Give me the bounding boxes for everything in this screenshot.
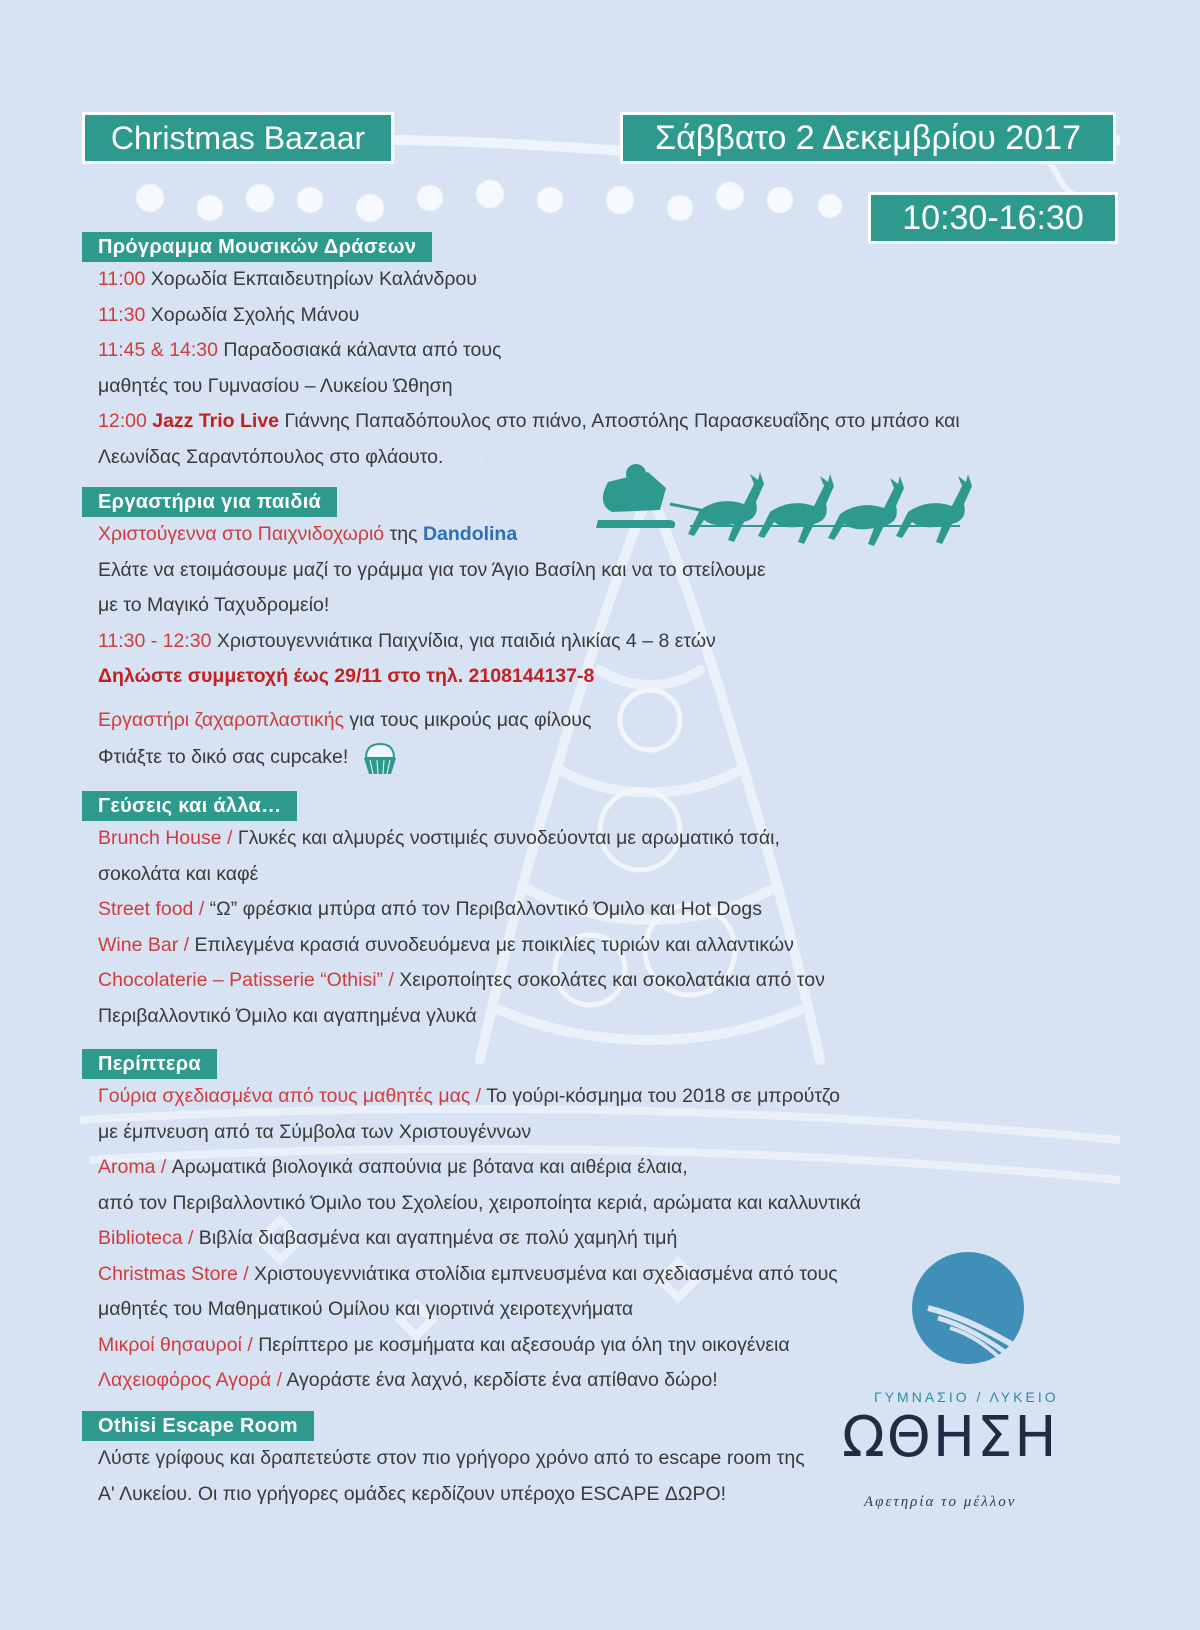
line-text: Επιλεγμένα κρασιά συνοδευόμενα με ποικιλίες τυριών και αλλαντικών [189, 933, 794, 956]
workshop-line [98, 553, 1082, 589]
line-text: Α' Λυκείου. Οι πιο γρήγορες ομάδες κερδίζουν υπέροχο ESCAPE ΔΩΡΟ! [98, 1482, 727, 1505]
line-text: της [384, 523, 423, 545]
ornament-icon [136, 184, 164, 212]
event-date: Σάββατο 2 Δεκεμβρίου 2017 [620, 112, 1116, 164]
line-text: με το Μαγικό Ταχυδρομείο! [98, 594, 330, 616]
workshop-line [98, 703, 1082, 739]
line-text: Βιβλία διαβασμένα και αγαπημένα σε πολύ χαμηλή τιμή [193, 1227, 678, 1249]
line-text: Γλυκές και αλμυρές νοστιμιές συνοδεύονται με αρωματικό τσάι, [232, 827, 780, 849]
taste-line [98, 892, 1082, 928]
highlight-text: Aroma / [98, 1156, 167, 1178]
tastes-section [82, 791, 1082, 1034]
event-time: 10:30-16:30 [868, 192, 1118, 244]
line-text: Περίπτερο με κοσμήματα και αξεσουάρ για όλη την οικογένεια [252, 1333, 790, 1356]
line-text: για τους μικρούς μας φίλους [344, 708, 592, 731]
logo-subtitle: ΓΥΜΝΑΣΙΟ / ΛΥΚΕΙΟ [874, 1389, 1059, 1405]
highlight-text: Biblioteca / [98, 1227, 194, 1249]
kiosk-line [98, 1079, 1082, 1115]
line-text: Αρωματικά βιολογικά σαπούνια με βότανα και αιθέρια έλαια, [166, 1156, 688, 1178]
line-text: Το γούρι-κόσμημα του 2018 σε μπρούτζο [481, 1085, 840, 1107]
highlight-text: Wine Bar / [98, 933, 190, 956]
taste-line [98, 963, 1082, 999]
music-line [98, 440, 1082, 476]
taste-line [98, 928, 1082, 964]
time-label: 11:45 & 14:30 [98, 339, 218, 361]
band-name: Jazz Trio Live [146, 410, 280, 432]
ornament-icon [417, 185, 443, 211]
workshop-line [98, 588, 1082, 624]
line-text: με έμπνευση από τα Σύμβολα των Χριστουγέννων [98, 1120, 532, 1143]
cupcake-icon [358, 738, 402, 778]
kiosks-heading: Περίπτερα [82, 1049, 217, 1079]
line-text: Χειροποίητες σοκολάτες και σοκολατάκια από τον [393, 969, 825, 991]
line-text: από τον Περιβαλλοντικό Όμιλο του Σχολείου, χειροποίητα κεριά, αρώματα και καλλυντικά [98, 1191, 861, 1214]
taste-line [98, 857, 1082, 893]
registration-text: Δηλώστε συμμετοχή έως 29/11 στο τηλ. 2108144137-8 [98, 665, 595, 687]
highlight-text: Εργαστήρι ζαχαροπλαστικής [98, 708, 345, 731]
line-text: Λεωνίδας Σαραντόπουλος στο φλάουτο. [98, 445, 444, 468]
ornament-icon [356, 194, 384, 222]
line-text: Χορωδία Εκπαιδευτηρίων Καλάνδρου [145, 268, 477, 290]
highlight-text: Brunch House / [98, 827, 233, 849]
line-text: Φτιάξτε το δικό σας cupcake! [98, 746, 349, 769]
line-text: Ελάτε να ετοιμάσουμε μαζί το γράμμα για τον Άγιο Βασίλη και να το στείλουμε [98, 558, 766, 581]
workshops-section [82, 487, 1082, 774]
music-line [98, 404, 1082, 440]
logo-name: ΩΘΗΣΗ [842, 1405, 1059, 1470]
ornament-icon [476, 180, 504, 208]
kiosk-line [98, 1186, 1082, 1222]
line-text: “Ω” φρέσκια μπύρα από τον Περιβαλλοντικό Όμιλο και Hot Dogs [204, 898, 762, 920]
ornament-icon [197, 195, 223, 221]
highlight-text: Χριστούγεννα στο Παιχνιδοχωριό [98, 523, 385, 545]
workshops-heading: Εργαστήρια για παιδιά [82, 487, 337, 517]
line-text: Αγοράστε ένα λαχνό, κερδίστε ένα απίθανο δώρο! [282, 1369, 718, 1391]
brand-name: Dandolina [422, 523, 518, 545]
line-text: μαθητές του Μαθηματικού Ομίλου και γιορτινά χειροτεχνήματα [98, 1298, 634, 1320]
music-line [98, 298, 1082, 334]
line-text: μαθητές του Γυμνασίου – Λυκείου Ώθηση [98, 374, 453, 397]
line-text: Παραδοσιακά κάλαντα από τους [218, 339, 502, 361]
highlight-text: Street food / [98, 898, 205, 920]
line-text: Χριστουγεννιάτικα Παιχνίδια, για παιδιά ηλικίας 4 – 8 ετών [211, 629, 716, 652]
music-section [82, 232, 1082, 475]
highlight-text: Λαχειοφόρος Αγορά / [98, 1369, 283, 1391]
registration-notice [98, 659, 1082, 695]
ornament-icon [818, 194, 842, 218]
ornament-icon [246, 184, 274, 212]
workshop-line [98, 738, 1082, 774]
music-heading: Πρόγραμμα Μουσικών Δράσεων [82, 232, 432, 262]
time-label: 11:30 [98, 303, 146, 326]
escape-heading: Othisi Escape Room [82, 1411, 314, 1441]
ornament-icon [297, 187, 323, 213]
kiosk-line [98, 1115, 1082, 1151]
line-text: Περιβαλλοντικό Όμιλο και αγαπημένα γλυκά [98, 1004, 477, 1027]
time-label: 11:30 - 12:30 [98, 629, 212, 652]
tastes-heading: Γεύσεις και άλλα… [82, 791, 297, 821]
logo-motto: Αφετηρία το μέλλον [864, 1494, 1017, 1510]
kiosk-line [98, 1150, 1082, 1186]
highlight-text: Γούρια σχεδιασμένα από τους μαθητές μας / [98, 1085, 482, 1107]
workshop-line [98, 624, 1082, 660]
highlight-text: Chocolaterie – Patisserie “Othisi” / [98, 969, 394, 991]
time-label: 12:00 [98, 410, 147, 432]
line-text: σοκολάτα και καφέ [98, 862, 259, 885]
line-text: Λύστε γρίφους και δραπετεύστε στον πιο γρήγορο χρόνο από το escape room της [98, 1447, 805, 1469]
line-text: Γιάννης Παπαδόπουλος στο πιάνο, Αποστόλης Παρασκευαΐδης στο μπάσο και [279, 410, 960, 432]
music-line [98, 333, 1082, 369]
music-line [98, 369, 1082, 405]
workshop-line [98, 517, 1082, 553]
ornament-icon [537, 187, 563, 213]
taste-line [98, 999, 1082, 1035]
highlight-text: Μικροί θησαυροί / [98, 1333, 253, 1356]
highlight-text: Christmas Store / [98, 1262, 249, 1285]
ornament-icon [667, 195, 693, 221]
line-text: Χορωδία Σχολής Μάνου [145, 303, 360, 326]
music-line [98, 262, 1082, 298]
time-label: 11:00 [98, 268, 146, 290]
logo-swoosh-icon [908, 1248, 1028, 1368]
ornament-icon [606, 186, 634, 214]
event-title: Christmas Bazaar [82, 112, 394, 164]
ornament-icon [716, 182, 744, 210]
taste-line [98, 821, 1082, 857]
ornament-icon [767, 187, 793, 213]
line-text: Χριστουγεννιάτικα στολίδια εμπνευσμένα και σχεδιασμένα από τους [248, 1262, 838, 1285]
